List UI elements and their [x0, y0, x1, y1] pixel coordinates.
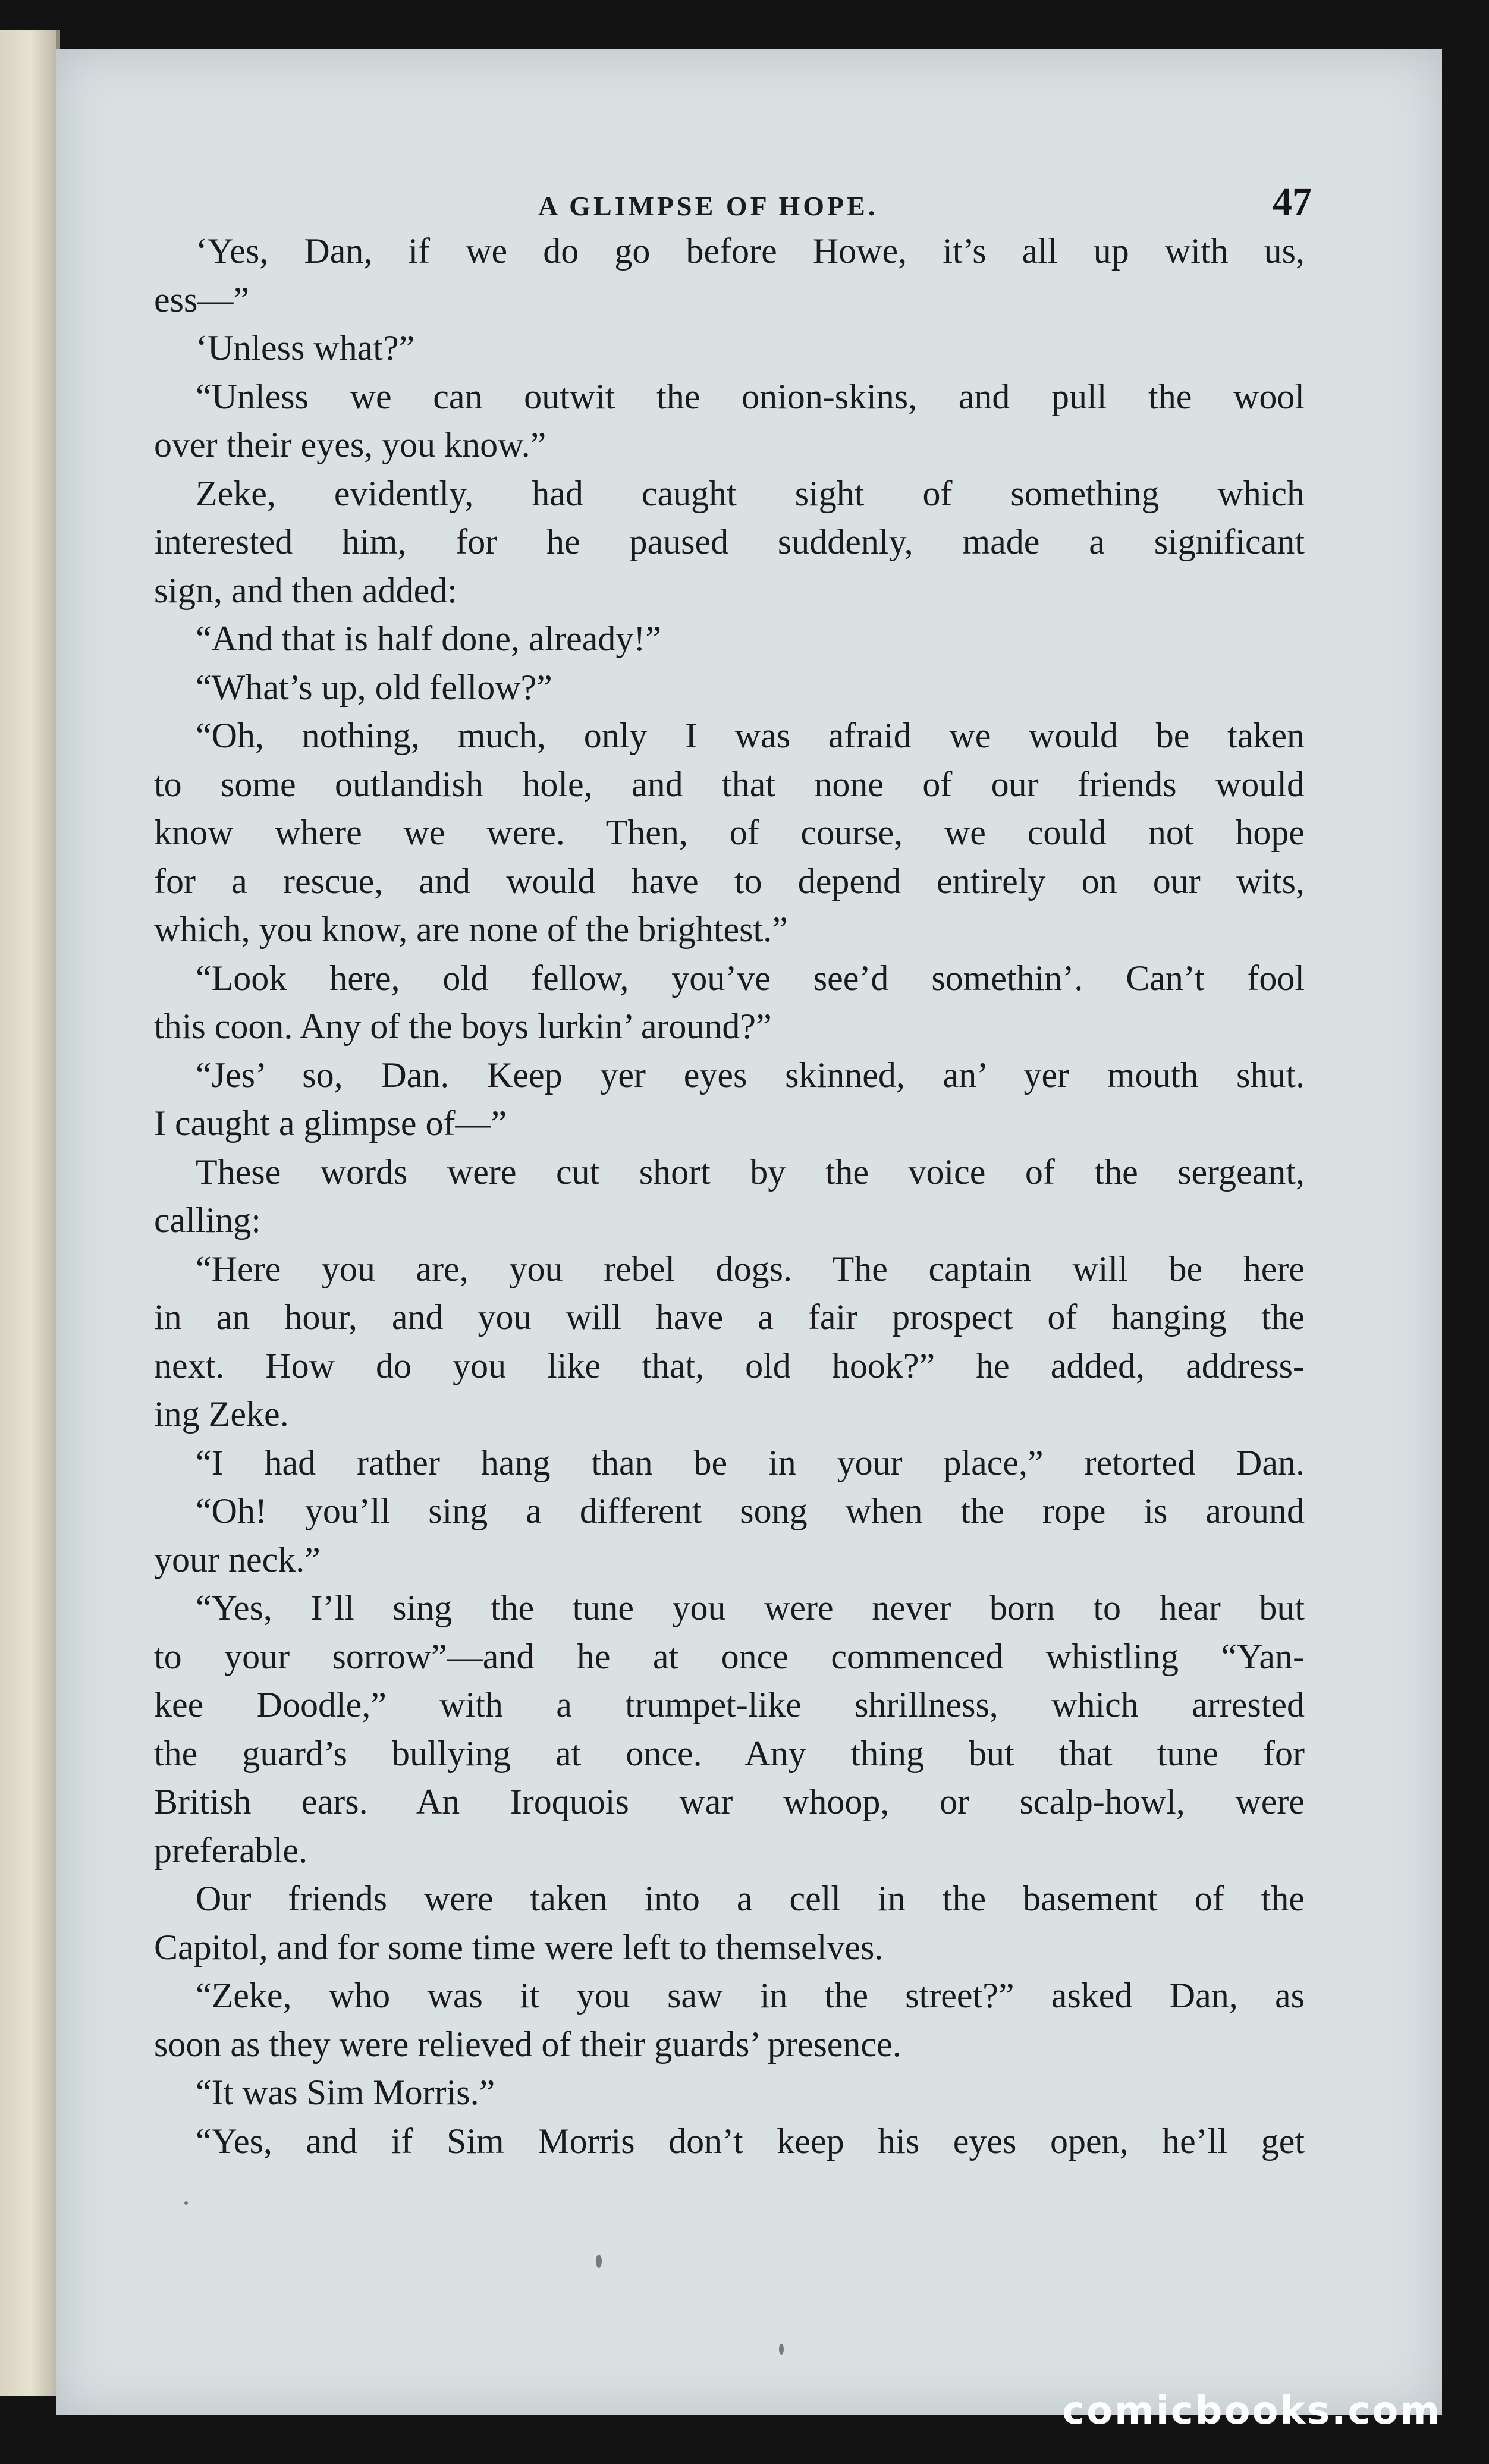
text-line: Capitol, and for some time were left to themselves. — [154, 1927, 884, 1967]
book-page — [56, 49, 1442, 2415]
text-line: to your sorrow”—and he at once commenced whistling “Yan- — [154, 1636, 1305, 1676]
text-line: “Look here, old fellow, you’ve see’d somethin’. Can’t fool — [196, 958, 1305, 998]
text-line: “Oh! you’ll sing a different song when the rope is around — [196, 1491, 1305, 1530]
text-line: to some outlandish hole, and that none of our friends would — [154, 764, 1305, 804]
text-line: “Oh, nothing, much, only I was afraid we would be taken — [196, 716, 1305, 755]
paper-speck — [184, 2201, 188, 2205]
paper-speck — [596, 2255, 602, 2268]
text-line: your neck.” — [154, 1539, 321, 1579]
text-line: “What’s up, old fellow?” — [196, 667, 552, 707]
text-line: next. How do you like that, old hook?” he added, address- — [154, 1346, 1305, 1385]
text-line: which, you know, are none of the brightest.” — [154, 910, 788, 949]
text-line: this coon. Any of the boys lurkin’ around?” — [154, 1007, 772, 1046]
text-line: “I had rather hang than be in your place,” retorted Dan. — [196, 1442, 1305, 1482]
text-line: the guard’s bullying at once. Any thing but that tune for — [154, 1733, 1305, 1773]
page-number: 47 — [1273, 180, 1312, 224]
text-line: interested him, for he paused suddenly, made a significant — [154, 522, 1305, 561]
page-header — [56, 138, 1442, 224]
text-line: “It was Sim Morris.” — [196, 2073, 495, 2112]
running-head: A GLIMPSE OF HOPE. — [538, 191, 878, 221]
text-line: These words were cut short by the voice of the sergeant, — [196, 1152, 1305, 1192]
text-line: “Here you are, you rebel dogs. The captain will be here — [196, 1249, 1305, 1288]
text-line: kee Doodle,” with a trumpet-like shrillness, which arrested — [154, 1685, 1305, 1724]
adjacent-page-edge — [0, 30, 60, 2396]
text-line: ‘Yes, Dan, if we do go before Howe, it’s all up with us, — [196, 231, 1305, 271]
text-line: ing Zeke. — [154, 1394, 289, 1434]
text-line: “Zeke, who was it you saw in the street?” asked Dan, as — [196, 1976, 1305, 2015]
text-line: “Unless we can outwit the onion-skins, and pull the wool — [196, 376, 1305, 416]
text-line: for a rescue, and would have to depend entirely on our wits, — [154, 861, 1305, 901]
text-line: ‘Unless what?” — [196, 328, 415, 367]
text-line: “Yes, and if Sim Morris don’t keep his eyes open, he’ll get — [196, 2121, 1305, 2161]
text-line: ess—” — [154, 279, 249, 319]
text-line: “Yes, I’ll sing the tune you were never born to hear but — [196, 1588, 1305, 1627]
body-text — [154, 227, 1305, 2166]
text-line: “Jes’ so, Dan. Keep yer eyes skinned, an’ yer mouth shut. — [196, 1055, 1305, 1095]
text-line: I caught a glimpse of—” — [154, 1104, 507, 1143]
text-line: Our friends were taken into a cell in the basement of the — [196, 1879, 1305, 1918]
text-line: “And that is half done, already!” — [196, 619, 662, 658]
text-line: over their eyes, you know.” — [154, 425, 546, 464]
text-line: soon as they were relieved of their guards’ presence. — [154, 2024, 901, 2064]
text-line: calling: — [154, 1200, 261, 1240]
watermark: comicbooks.com — [1062, 2389, 1441, 2433]
text-line: Zeke, evidently, had caught sight of something which — [196, 473, 1305, 513]
text-line: British ears. An Iroquois war whoop, or scalp-howl, were — [154, 1782, 1305, 1821]
text-line: preferable. — [154, 1830, 308, 1870]
paper-speck — [779, 2344, 784, 2355]
text-line: sign, and then added: — [154, 570, 457, 610]
text-line: know where we were. Then, of course, we could not hope — [154, 813, 1305, 852]
text-line: in an hour, and you will have a fair prospect of hanging the — [154, 1297, 1305, 1337]
